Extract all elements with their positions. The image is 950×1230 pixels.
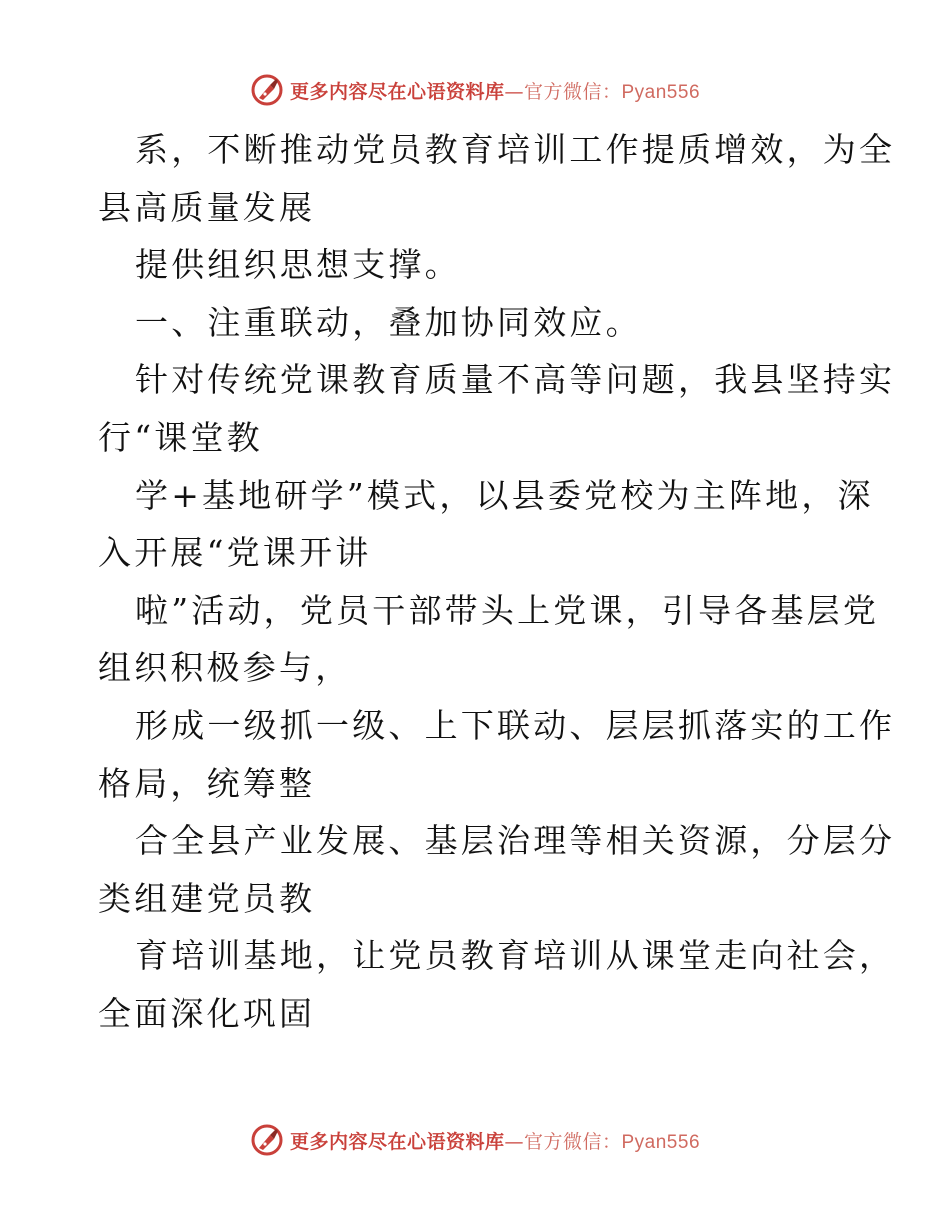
pen-nib-logo-icon	[250, 1123, 284, 1157]
body-text	[98, 121, 896, 1043]
footer-banner	[0, 1120, 950, 1160]
body-line: 提供组织思想支撑。	[135, 245, 461, 285]
body-line: 行“课堂教	[98, 417, 263, 457]
body-line: 针对传统党课教育质量不高等问题，我县坚持实	[135, 360, 896, 400]
body-line: 入开展“党课开讲	[98, 533, 372, 573]
body-line: 学+基地研学”模式，以县委党校为主阵地，深	[135, 475, 874, 515]
body-line: 县高质量发展	[98, 187, 316, 227]
banner-text	[290, 77, 700, 104]
header-banner	[0, 70, 950, 110]
body-line: 合全县产业发展、基层治理等相关资源，分层分	[135, 821, 896, 861]
banner-main-text: 更多内容尽在心语资料库	[289, 1130, 505, 1153]
banner-dash: —	[504, 80, 524, 103]
body-line: 组织积极参与，	[98, 648, 352, 688]
body-line: 系，不断推动党员教育培训工作提质增效，为全	[135, 130, 896, 169]
section-heading: 一、注重联动，叠加协同效应。	[135, 302, 642, 342]
banner-wechat-id: Pyan556	[621, 81, 701, 103]
banner-dash: —	[504, 1130, 524, 1153]
body-line: 全面深化巩固	[98, 993, 316, 1033]
body-line: 形成一级抓一级、上下联动、层层抓落实的工作	[135, 705, 896, 745]
pen-nib-logo-icon	[250, 73, 284, 107]
body-line: 育培训基地，让党员教育培训从课堂走向社会，	[135, 936, 896, 976]
body-line: 类组建党员教	[98, 878, 316, 918]
body-line: 啦”活动，党员干部带头上党课，引导各基层党	[135, 590, 880, 630]
banner-wechat-id: Pyan556	[621, 1131, 701, 1153]
banner-wechat-label: 官方微信：	[523, 1130, 622, 1153]
banner-main-text: 更多内容尽在心语资料库	[289, 80, 505, 103]
body-line: 格局，统筹整	[98, 763, 316, 803]
banner-wechat-label: 官方微信：	[523, 80, 622, 103]
banner-text	[290, 1127, 700, 1154]
